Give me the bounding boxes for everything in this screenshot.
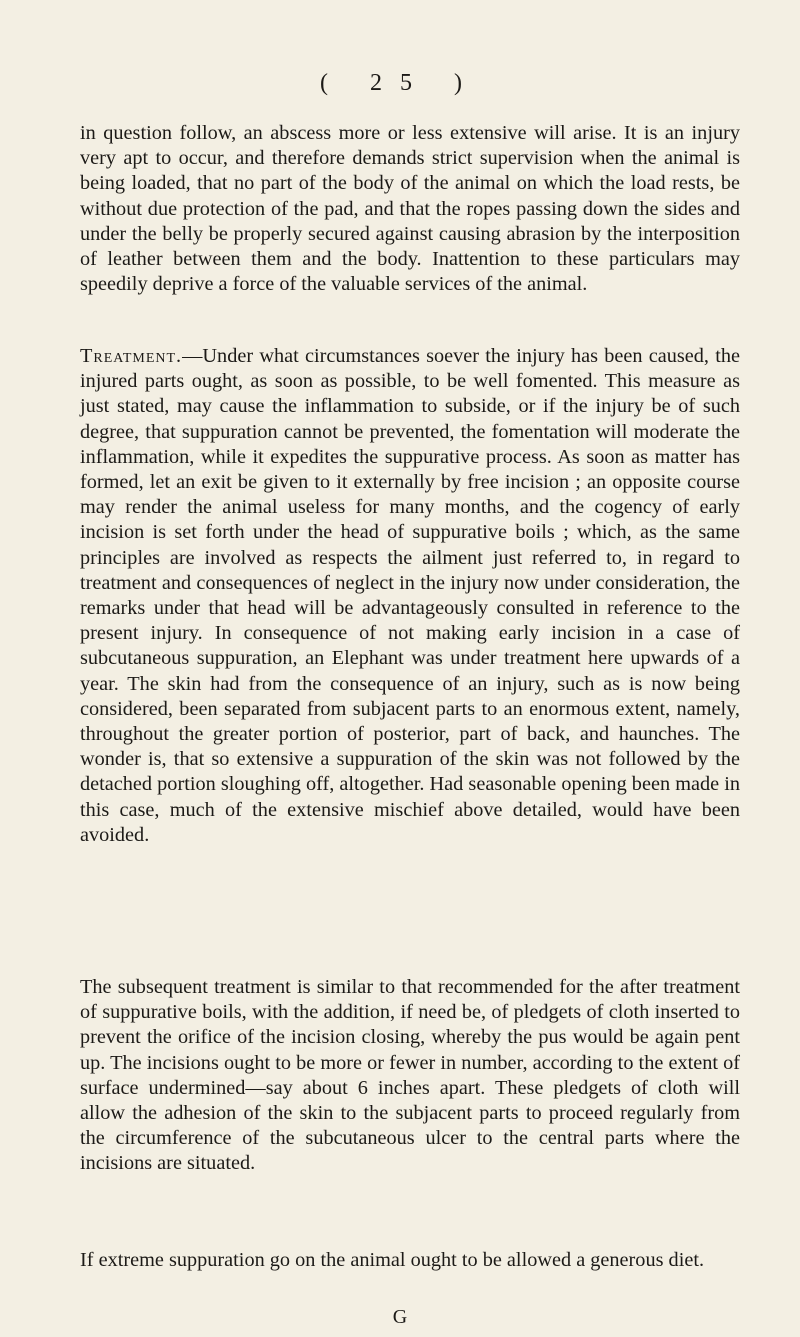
- paragraph-3: [80, 975, 740, 1177]
- paragraph-treatment-text: [80, 344, 740, 848]
- paragraph-4-text: If extreme suppuration go on the animal ought to be allowed a generous diet.: [80, 1249, 705, 1271]
- paragraph-treatment: [80, 344, 740, 848]
- treatment-body: —Under what circumstances soever the injury has been caused, the injured parts ought, as soon as possible, to be well fomented. This measure as just stated, may cause the inflammation to subside, or if the injury be of such degree, that suppuration cannot be prevented, the fomentation will moderate the inflammation, while it expedites the suppurative process. As soon as matter has formed, let an exit be given to it externally by free incision ; an opposite course may render the animal useless for many months, and the cogency of early incision is set forth under the head of suppurative boils ; which, as the same principles are involved as respects the ailment just referred to, in regard to treatment and consequences of neglect in the injury now under consideration, the remarks under that head will be advantageously consulted in reference to the present injury. In consequence of not making early incision in a case of subcutaneous suppuration, an Elephant was under treatment here upwards of a year. The skin had from the consequence of an injury, such as is now being considered, been separated from subjacent parts to an enormous extent, namely, throughout the greater portion of posterior, part of back, and haunches. The wonder is, that so extensive a suppuration of the skin was not followed by the detached portion sloughing off, altogether. Had seasonable opening been made in this case, much of the extensive mischief above detailed, would have been avoided.: [80, 345, 740, 846]
- treatment-heading: Treatment.: [80, 345, 183, 367]
- paragraph-3-text: The subsequent treatment is similar to that recommended for the after treatment of suppurative boils, with the addition, if need be, of pledgets of cloth inserted to prevent the orifice of the incision closing, whereby the pus would be again pent up. The incisions ought to be more or fewer in number, according to the extent of surface undermined—say about 6 inches apart. These pledgets of cloth will allow the adhesion of the skin to the subjacent parts to proceed regularly from the circumference of the subcutaneous ulcer to the central parts where the incisions are situated.: [80, 976, 740, 1175]
- paragraph-1-text: in question follow, an abscess more or less extensive will arise. It is an injury very apt to occur, and therefore demands strict supervision when the animal is being loaded, that no part of the body of the animal on which the load rests, be without due protection of the pad, and that the ropes passing down the sides and under the belly be properly secured against causing abrasion by the interposition of leather between them and the body. Inattention to these particulars may speedily deprive a force of the valuable services of the animal.: [80, 122, 740, 296]
- signature-mark: G: [392, 1306, 408, 1328]
- paragraph-4: [80, 1248, 740, 1273]
- paragraph-1: [80, 121, 740, 297]
- page-number: ( 25 ): [320, 70, 480, 96]
